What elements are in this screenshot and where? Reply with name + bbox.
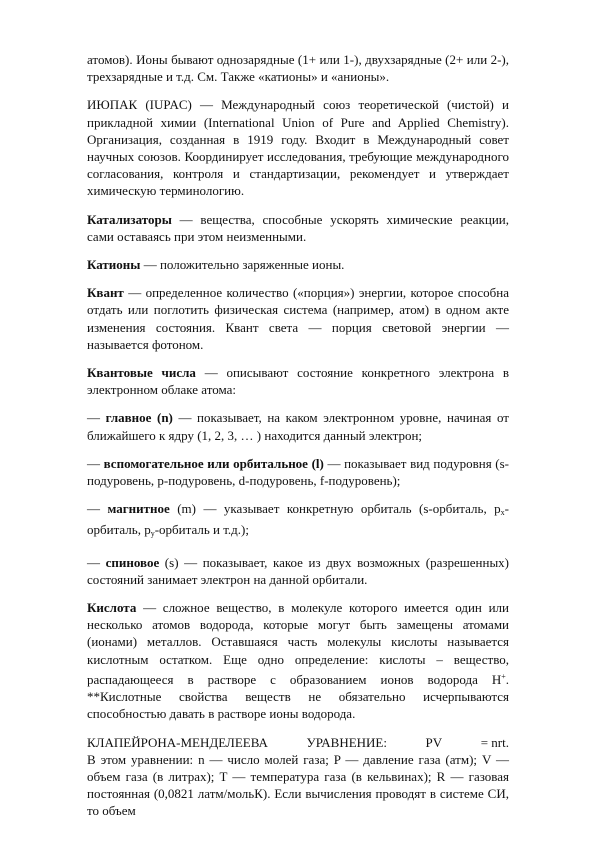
magnetic-term: магнитное [107, 501, 170, 517]
acid-superscript-plus: + [501, 671, 506, 681]
iupac-paragraph [87, 96, 509, 199]
cations-paragraph [87, 256, 509, 273]
spin-definition: (s) — показывает, какое из двух возможных (разрешенных) состояний занимает электрон на данной орбитали. [87, 554, 510, 587]
magnetic-subscript-y: y [150, 529, 155, 539]
ions-text: атомов). Ионы бывают однозарядные (1+ или 1-), двухзарядные (2+ или 2-), трехзарядные и т.д. См. Также «катионы» и «анионы». [87, 52, 509, 85]
magnetic-number-paragraph [87, 500, 509, 542]
quantum-numbers-term: Квантовые числа [87, 365, 196, 381]
spin-term: спиновое [105, 554, 160, 570]
principal-number-paragraph [87, 409, 509, 443]
clapeyron-body [87, 751, 509, 820]
orbital-definition: — показывает вид подуровня (s-подуровень, p-подуровень, d-подуровень, f-подуровень); [87, 455, 510, 489]
catalysts-paragraph [87, 211, 509, 245]
ions-continuation-paragraph [87, 51, 509, 85]
catalysts-definition: — вещества, способные ускорять химические реакции, сами оставаясь при этом неизменными. [87, 211, 509, 244]
clapeyron-heading-word-3: PV [425, 734, 443, 750]
principal-definition: — показывает, на каком электронном уровне, начиная от ближайшего к ядру (1, 2, 3, … ) находится данный электрон; [87, 410, 509, 443]
clapeyron-paragraph [87, 734, 509, 820]
magnetic-dash: — [87, 501, 108, 517]
spin-number-paragraph [87, 554, 509, 588]
clapeyron-heading-word-1: КЛАПЕЙРОНА-МЕНДЕЛЕЕВА [87, 734, 268, 750]
acid-definition-b: . **Кислотные свойства веществ не обязательно исчерпываются способностью давать в растворе ионы водорода. [87, 671, 509, 722]
clapeyron-text: В этом уравнении: n — число молей газа; P — давление газа (атм); V — объем газа (в литрах); T — температура газа (в кельвинах); R — газовая постоянная (0,0821 латм/мольК). Если вычисления проводят в системе СИ, то объем [87, 751, 509, 819]
orbital-number-paragraph [87, 455, 509, 489]
magnetic-definition-c: -орбиталь и т.д.); [154, 522, 249, 538]
cations-definition: — положительно заряженные ионы. [140, 257, 345, 273]
orbital-term: вспомогательное или орбитальное (l) [103, 455, 324, 471]
acid-definition-a: — сложное вещество, в молекуле которого имеется один или несколько атомов водорода, которые могут быть замещены атомами (ионами) металлов. Оставшаяся часть молекулы кислоты называется кислотным остатком. Еще одно определение: кислоты – вещество, распадающееся в растворе с образованием ионов водорода H [87, 600, 509, 687]
catalysts-term: Катализаторы [87, 211, 172, 227]
quantum-numbers-paragraph [87, 364, 509, 398]
cations-term: Катионы [87, 257, 141, 273]
spin-dash: — [87, 554, 106, 570]
principal-dash: — [87, 410, 106, 426]
quantum-definition: — определенное количество («порция») энергии, которое способна отдать или поглотить физическая система (например, атом) в одном акте изменения состояния. Квант света — порция световой энергии — называется фотоном. [87, 285, 509, 352]
orbital-dash: — [87, 455, 104, 471]
magnetic-definition-b: -орбиталь, p [87, 501, 510, 538]
acid-term: Кислота [87, 600, 137, 616]
clapeyron-heading-line [87, 734, 509, 751]
quantum-term: Квант [87, 285, 124, 301]
principal-term: главное (n) [105, 410, 173, 426]
quantum-numbers-definition: — описывают состояние конкретного электрона в электронном облаке атома: [87, 365, 509, 398]
iupac-text: ИЮПАК (IUPAC) — Международный союз теоретической (чистой) и прикладной химии (International Union of Pure and Applied Chemistry). Организация, созданная в 1919 году. Входит в Международный совет научных союзов. Координирует исследования, требующие международного согласования, контроля и стандартизации, рекомендует и утверждает химическую терминологию. [87, 97, 509, 199]
clapeyron-heading-word-4: = nrt. [480, 734, 509, 750]
quantum-paragraph [87, 284, 509, 353]
clapeyron-heading-word-2: УРАВНЕНИЕ: [306, 734, 387, 750]
page-body [87, 51, 509, 831]
acid-paragraph [87, 599, 509, 722]
magnetic-subscript-x: x [500, 508, 505, 518]
magnetic-definition-a: (m) — указывает конкретную орбиталь (s-орбиталь, p [169, 501, 501, 517]
